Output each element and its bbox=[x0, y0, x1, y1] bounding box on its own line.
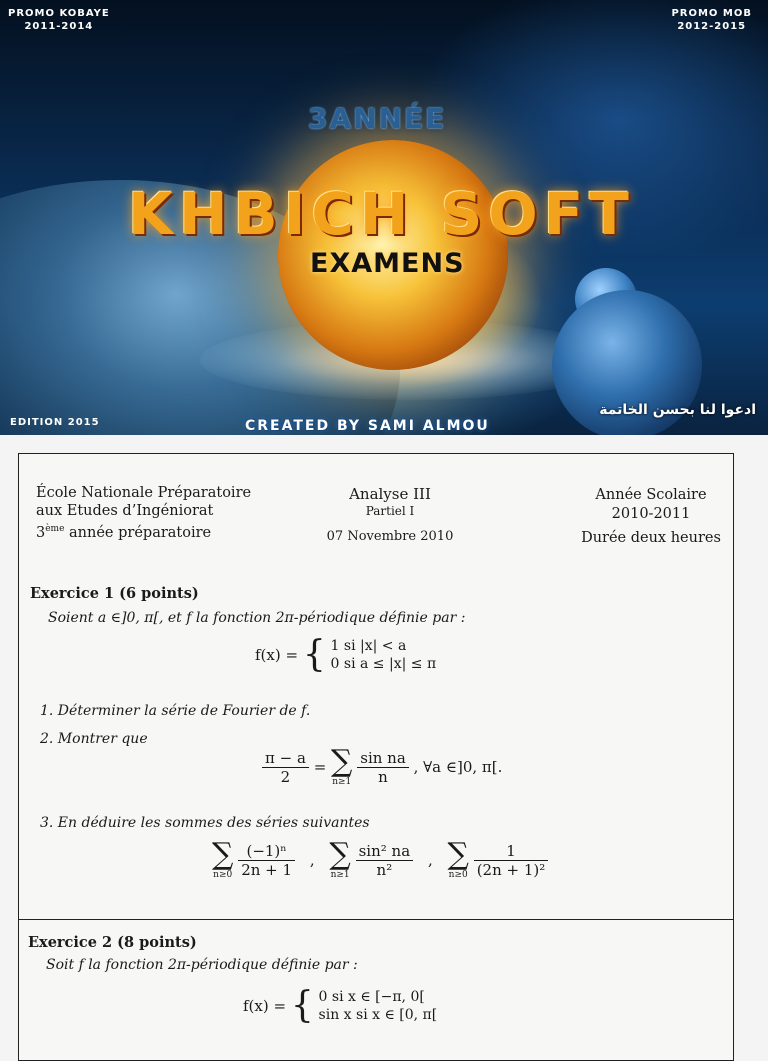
school-year-value: 2010-2011 bbox=[611, 506, 691, 522]
year-title: 3ANNÉE bbox=[308, 102, 447, 135]
s2-den: n² bbox=[376, 860, 393, 879]
exercise1-intro: Soient a ∈]0, π[, et f la fonction 2π-périodique définie par : bbox=[48, 610, 466, 626]
left-brace: { bbox=[290, 985, 314, 1026]
q2-equals: = bbox=[313, 758, 327, 776]
school-name-line2: aux Etudes d’Ingéniorat bbox=[36, 503, 214, 519]
q2-term-num: sin na bbox=[357, 749, 409, 768]
school-year-label: Année Scolaire bbox=[595, 487, 707, 503]
q2-frac-num: π − a bbox=[262, 749, 309, 768]
exercise1-function-definition bbox=[255, 634, 437, 675]
s2-num: sin² na bbox=[356, 842, 414, 861]
school-year-level bbox=[36, 524, 211, 541]
exercise1-q2-formula bbox=[262, 744, 503, 787]
edition-label: EDITION 2015 bbox=[10, 417, 100, 428]
promo-right-label bbox=[671, 7, 752, 33]
promo-left-years: 2011-2014 bbox=[24, 21, 94, 32]
f2-case2: sin x si x ∈ [0, π[ bbox=[318, 1007, 438, 1023]
s1-num: (−1)ⁿ bbox=[238, 842, 295, 861]
exercise2-title: Exercice 2 (8 points) bbox=[28, 934, 197, 951]
level-suffix: ème bbox=[45, 524, 65, 534]
series-separator: , bbox=[427, 851, 433, 869]
exam-document bbox=[0, 435, 768, 1024]
f-case2: 0 si a ≤ |x| ≤ π bbox=[330, 656, 437, 672]
promo-right-name: PROMO MOB bbox=[671, 8, 752, 19]
f-case1: 1 si |x| < a bbox=[330, 638, 407, 654]
q2-term-den: n bbox=[378, 767, 388, 786]
s1-index: n≥0 bbox=[213, 870, 233, 880]
sigma-symbol: ∑ bbox=[331, 744, 353, 779]
exam-date: 07 Novembre 2010 bbox=[326, 529, 454, 544]
school-name-line1: École Nationale Préparatoire bbox=[36, 485, 252, 501]
series-separator: , bbox=[309, 851, 315, 869]
q2-tail: , ∀a ∈]0, π[. bbox=[413, 758, 503, 776]
f2-case1: 0 si x ∈ [−π, 0[ bbox=[318, 989, 425, 1005]
exercise1-question2: 2. Montrer que bbox=[40, 731, 148, 747]
exercise1-title: Exercice 1 (6 points) bbox=[30, 585, 199, 602]
sigma-symbol: ∑ bbox=[329, 837, 351, 872]
promo-left-label bbox=[8, 7, 110, 33]
promo-left-name: PROMO KOBAYE bbox=[8, 8, 110, 19]
exercise1-question1: 1. Déterminer la série de Fourier de f. bbox=[40, 703, 311, 719]
banner-subtitle: EXAMENS bbox=[310, 248, 465, 279]
brand-logo-text: KHBICH SOFT bbox=[128, 180, 635, 248]
s3-num: 1 bbox=[474, 842, 549, 861]
sigma-symbol: ∑ bbox=[212, 837, 234, 872]
created-by-label: CREATED BY SAMI ALMOU bbox=[245, 418, 490, 434]
exercise1-question3: 3. En déduire les sommes des séries suivantes bbox=[40, 815, 370, 831]
level-number: 3 bbox=[36, 524, 46, 541]
s1-den: 2n + 1 bbox=[241, 860, 293, 879]
f-lhs: f(x) = bbox=[255, 646, 299, 664]
level-text: année préparatoire bbox=[64, 524, 212, 541]
exercise2-intro: Soit f la fonction 2π-périodique définie par : bbox=[46, 957, 358, 973]
exam-duration: Durée deux heures bbox=[581, 530, 721, 546]
s3-den: (2n + 1)² bbox=[476, 860, 546, 879]
exercise1-q3-series bbox=[212, 837, 548, 880]
s2-index: n≥1 bbox=[330, 870, 350, 880]
exercise2-function-definition bbox=[243, 985, 438, 1026]
sigma-symbol: ∑ bbox=[447, 837, 469, 872]
left-brace: { bbox=[302, 634, 326, 675]
exam-partial: Partiel I bbox=[365, 504, 415, 518]
s3-index: n≥0 bbox=[448, 870, 468, 880]
promo-right-years: 2012-2015 bbox=[677, 21, 747, 32]
cover-banner bbox=[0, 0, 768, 435]
arabic-dedication: ادعوا لنا بحسن الخاتمة bbox=[599, 402, 756, 418]
f-lhs: f(x) = bbox=[243, 997, 287, 1015]
q2-sum-index: n≥1 bbox=[332, 777, 352, 787]
course-name: Analyse III bbox=[349, 485, 431, 503]
q2-frac-den: 2 bbox=[280, 767, 291, 786]
